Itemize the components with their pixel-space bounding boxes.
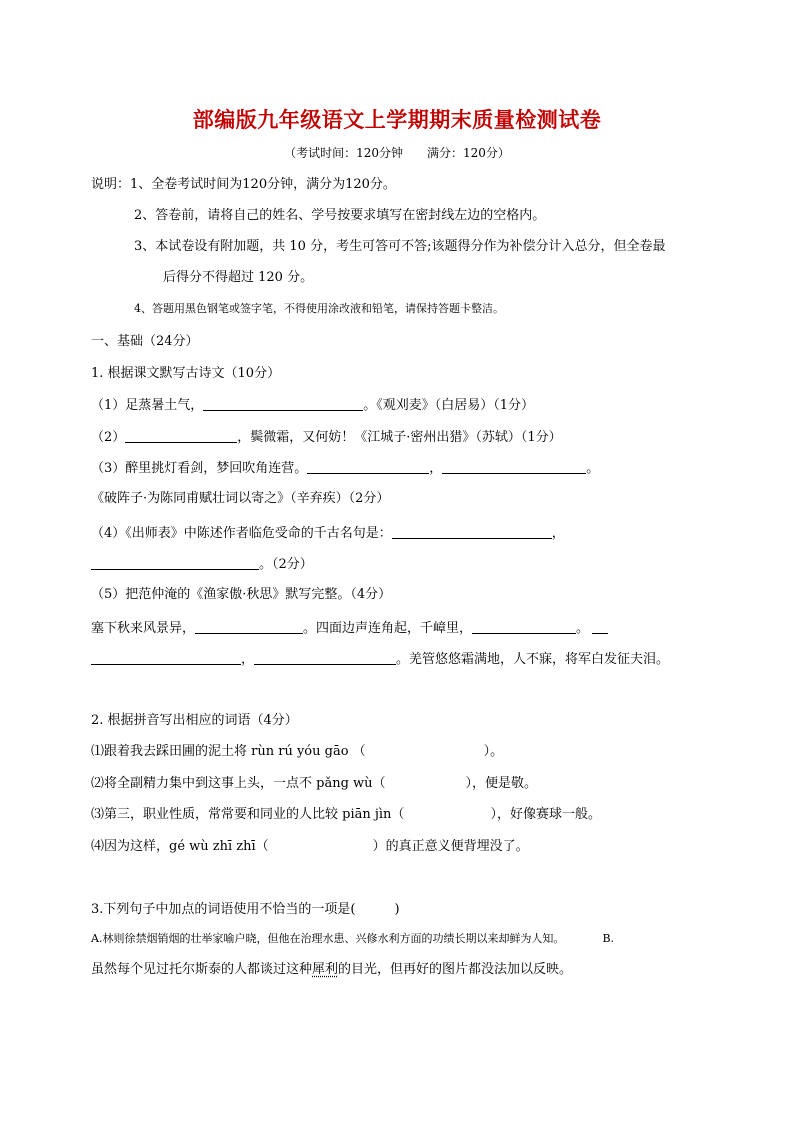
q1-item-3-source: 《破阵子·为陈同甫赋壮词以寄之》（辛弃疾）（2分） — [91, 491, 390, 506]
q1-item-3-end: 。 — [586, 461, 600, 476]
q3-dotted-word: 犀利 — [312, 962, 339, 977]
answer-blank[interactable] — [203, 396, 363, 411]
q1-item-1-text-a: （1）足蒸暑土气， — [91, 398, 204, 413]
q2-item-4 — [91, 838, 529, 856]
q1-item-2-text-b: ，鬓微霜，又何妨！《江城子·密州出猎》（苏轼）（1分） — [237, 430, 562, 445]
answer-blank[interactable] — [91, 555, 259, 570]
q1-item-3 — [91, 459, 599, 478]
q1-item-5-line-1 — [91, 619, 608, 638]
q2-item-1 — [91, 743, 503, 761]
q2-item-2-text-b: ），便是敬。 — [465, 776, 538, 791]
answer-blank[interactable] — [91, 650, 241, 665]
q1-item-5-line-2 — [91, 650, 669, 669]
answer-blank[interactable] — [307, 459, 429, 474]
q2-item-3-text-b: ），好像赛球一般。 — [490, 807, 601, 822]
answer-blank[interactable] — [392, 524, 552, 539]
q1-item-4-end: 。（2分） — [259, 557, 313, 572]
q3-option-a-text: A.林则徐禁烟销烟的壮举家喻户晓，但他在治理水患、兴修水利方面的功绩长期以来却鲜为人知。 — [91, 932, 565, 945]
q2-item-1-text-a: ⑴跟着我去踩田圃的泥土将 rùn rú yóu gāo （ — [91, 744, 366, 759]
q1-item-4-cont — [91, 555, 313, 574]
question-2-heading: 2. 根据拼音写出相应的词语（4分） — [91, 713, 298, 728]
q2-item-3 — [91, 806, 601, 824]
q2-item-2 — [91, 775, 537, 793]
q3-option-b-text-a: 虽然每个见过托尔斯泰的人都谈过这种 — [91, 962, 313, 977]
q2-item-1-text-b: ）。 — [483, 744, 504, 759]
answer-blank[interactable] — [472, 619, 576, 634]
note-2: 2、答卷前，请将自己的姓名、学号按要求填写在密封线左边的空格内。 — [134, 208, 546, 223]
question-1-heading: 1. 根据课文默写古诗文（10分） — [91, 366, 281, 381]
answer-blank[interactable] — [442, 459, 586, 474]
note-4: 4、答题用黑色钢笔或签字笔，不得使用涂改液和铅笔，请保持答题卡整洁。 — [134, 302, 504, 315]
q3-option-a — [91, 930, 614, 948]
q2-item-4-text-b: ）的真正意义便背埋没了。 — [372, 839, 529, 854]
answer-blank[interactable] — [254, 650, 396, 665]
answer-blank[interactable] — [592, 619, 608, 634]
q1-item-5-text-d: ， — [241, 652, 255, 667]
answer-blank[interactable] — [125, 428, 237, 443]
q1-item-4 — [91, 524, 565, 543]
section-heading: 一、基础（24分） — [91, 334, 199, 349]
q1-item-3-text-a: （3）醉里挑灯看剑，梦回吹角连营。 — [91, 461, 308, 476]
q1-item-4-text-a: （4）《出师表》中陈述作者临危受命的千古名句是： — [91, 526, 392, 541]
note-1: 说明：1、全卷考试时间为120分钟，满分为120分。 — [91, 177, 396, 192]
q1-item-5-text-a: 塞下秋来风景异， — [91, 621, 196, 636]
exam-meta: （考试时间：120分钟 满分：120分） — [284, 146, 510, 160]
question-3-heading: 3.下列句子中加点的词语使用不恰当的一项是( ) — [91, 902, 400, 917]
q3-option-b-text-b: 的目光，但再好的图片都没法加以反映。 — [338, 962, 573, 977]
q1-item-5-text-b: 。四面边声连角起，千嶂里， — [303, 621, 473, 636]
answer-blank[interactable] — [195, 619, 303, 634]
q1-item-3-comma: ， — [429, 461, 443, 476]
note-3-cont: 后得分不得超过 120 分。 — [163, 270, 314, 285]
q2-item-4-text-a: ⑷因为这样，gé wù zhī zhī（ — [91, 839, 269, 854]
q1-item-2 — [91, 428, 562, 447]
q1-item-5-text-e: 。羌管悠悠霜满地，人不寐，将军白发征夫泪。 — [396, 652, 670, 667]
q3-option-b — [91, 961, 572, 979]
q2-item-2-text-a: ⑵将全副精力集中到这事上头，一点不 pǎng wù（ — [91, 776, 386, 791]
q3-option-b-marker: B. — [602, 932, 615, 945]
page-title: 部编版九年级语文上学期期末质量检测试卷 — [192, 108, 602, 132]
q2-item-3-text-a: ⑶第三，职业性质，常常要和同业的人比较 piān jìn（ — [91, 807, 405, 822]
q1-item-5: （5）把范仲淹的《渔家傲·秋思》默写完整。（4分） — [91, 587, 392, 602]
q1-item-1 — [91, 396, 534, 415]
q1-item-1-text-b: 。《观刈麦》（白居易）（1分） — [363, 398, 535, 413]
q1-item-4-comma: ， — [551, 526, 565, 541]
q1-item-2-text-a: （2） — [91, 430, 126, 445]
note-3: 3、本试卷设有附加题，共 10 分，考生可答可不答;该题得分作为补偿分计入总分，但全卷最 — [134, 239, 666, 254]
q1-item-5-text-c: 。 — [576, 621, 590, 636]
